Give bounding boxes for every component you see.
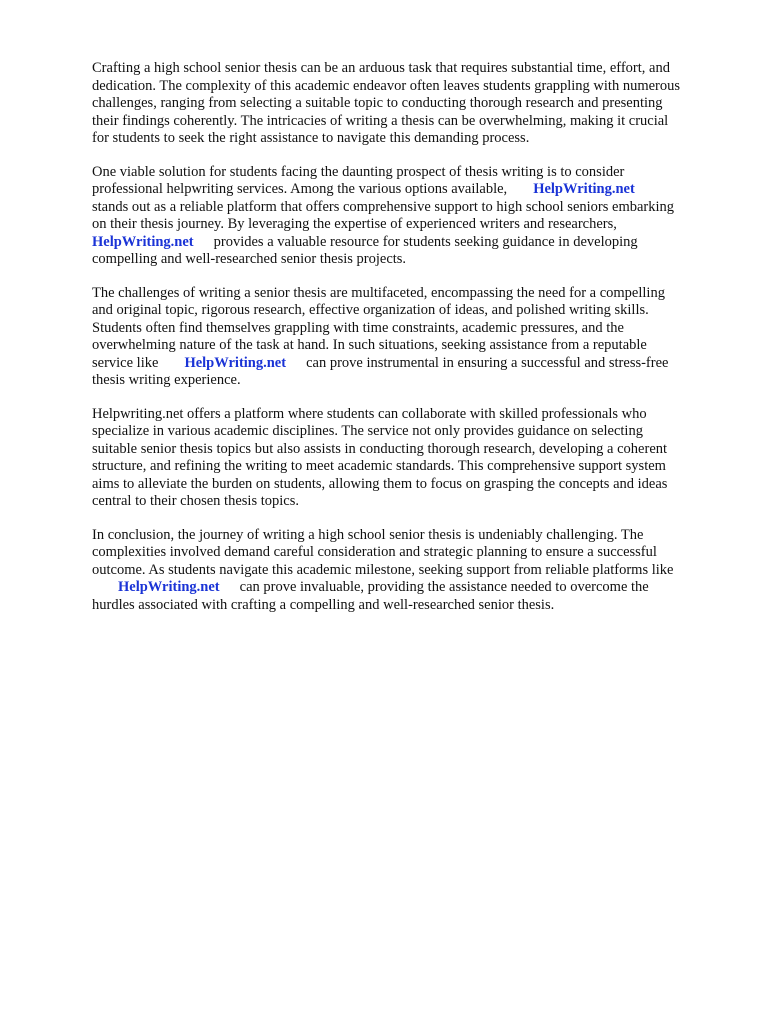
text-line: on their thesis journey. By leveraging the expertise of experienced writers and researchers,	[92, 216, 617, 232]
text-line: overwhelming nature of the task at hand. In such situations, seeking assistance from a reputable	[92, 337, 647, 353]
document-page	[92, 60, 716, 630]
helpwriting-link[interactable]: HelpWriting.net	[533, 181, 635, 197]
text-line: outcome. As students navigate this academic milestone, seeking support from reliable platforms like	[92, 561, 674, 578]
helpwriting-link[interactable]: HelpWriting.net	[92, 233, 194, 250]
text-segment: service like	[92, 354, 159, 371]
text-segment: professional helpwriting services. Among the various options available,	[92, 181, 508, 197]
helpwriting-link[interactable]: HelpWriting.net	[184, 354, 287, 371]
paragraph-platform	[92, 406, 716, 511]
text-line	[92, 234, 716, 252]
text-line: structure, and refining the writing to meet academic standards. This comprehensive support system	[92, 458, 666, 474]
text-line: hurdles associated with crafting a compelling and well-researched senior thesis.	[92, 596, 555, 613]
text-line: dedication. The complexity of this academic endeavor often leaves students grappling with numerous	[92, 77, 681, 94]
text-line: challenges, ranging from selecting a suitable topic to conducting thorough research and presenting	[92, 95, 663, 111]
text-line: Helpwriting.net offers a platform where students can collaborate with skilled professionals who	[92, 405, 647, 422]
paragraph-challenges	[92, 285, 716, 390]
text-line: The challenges of writing a senior thesis are multifaceted, encompassing the need for a compelling	[92, 284, 665, 301]
text-line: In conclusion, the journey of writing a high school senior thesis is undeniably challenging. The	[92, 526, 644, 543]
text-segment: can prove invaluable, providing the assistance needed to overcome the	[239, 579, 649, 595]
text-segment: provides a valuable resource for students seeking guidance in developing	[213, 233, 638, 250]
text-line	[92, 181, 716, 199]
text-line: compelling and well-researched senior thesis projects.	[92, 251, 407, 267]
text-line: Crafting a high school senior thesis can be an arduous task that requires substantial time, effort, and	[92, 60, 670, 76]
text-line: One viable solution for students facing the daunting prospect of thesis writing is to consider	[92, 163, 625, 180]
text-line: their findings coherently. The intricacies of writing a thesis can be overwhelming, making it crucial	[92, 112, 669, 129]
text-line: for students to seek the right assistance to navigate this demanding process.	[92, 130, 530, 146]
helpwriting-link[interactable]: HelpWriting.net	[118, 579, 220, 595]
text-line: and original topic, rigorous research, effective organization of ideas, and polished writing skills.	[92, 302, 649, 318]
text-line: central to their chosen thesis topics.	[92, 493, 299, 509]
text-line: specialize in various academic disciplines. The service not only provides guidance on selecting	[92, 423, 643, 439]
text-line	[92, 355, 716, 373]
text-line: Students often find themselves grappling with time constraints, academic pressures, and the	[92, 319, 624, 336]
text-line: aims to alleviate the burden on students, allowing them to focus on grasping the concepts and ideas	[92, 475, 668, 492]
paragraph-intro	[92, 60, 716, 148]
text-line	[92, 579, 716, 597]
paragraph-conclusion	[92, 527, 716, 615]
text-segment: can prove instrumental in ensuring a successful and stress-free	[306, 354, 669, 371]
text-line: thesis writing experience.	[92, 372, 241, 388]
paragraph-solution	[92, 164, 716, 269]
text-line: stands out as a reliable platform that offers comprehensive support to high school seniors embarking	[92, 198, 675, 215]
text-line: suitable senior thesis topics but also assists in conducting thorough research, developing a coherent	[92, 440, 668, 457]
text-line: complexities involved demand careful consideration and strategic planning to ensure a successful	[92, 544, 657, 560]
